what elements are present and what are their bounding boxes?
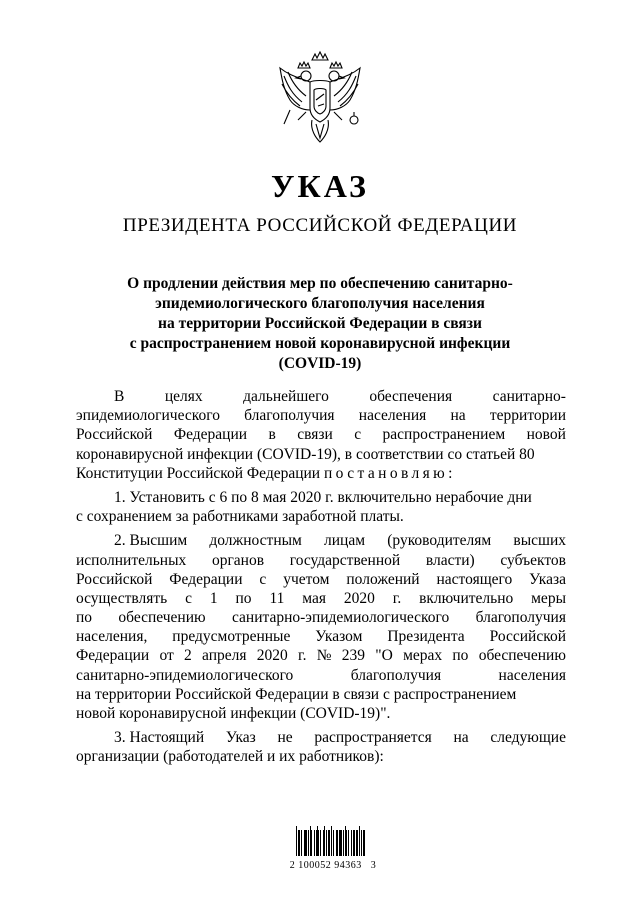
barcode-bar — [348, 830, 349, 856]
barcode-bar — [317, 826, 318, 856]
colon: : — [448, 464, 453, 482]
word: населения, — [76, 628, 148, 646]
barcode-bar — [308, 830, 309, 856]
word: по — [76, 609, 93, 627]
word: апреля — [202, 647, 247, 665]
word: 2020 — [343, 589, 375, 607]
word: эпидемиологического — [76, 407, 220, 425]
word: Указа — [529, 570, 566, 588]
word: новой — [526, 426, 566, 444]
barcode-bar — [351, 830, 352, 856]
word: осуществлять — [76, 589, 168, 607]
item-2-line — [76, 666, 566, 685]
barcode-bar — [346, 830, 347, 856]
barcode-bar — [331, 826, 332, 856]
item-2-line: новой коронавирусной инфекции (COVID-19)". — [76, 705, 391, 722]
word: населения — [358, 407, 427, 425]
barcode-bar — [336, 830, 337, 856]
word: с — [259, 570, 267, 588]
item-2-line — [76, 608, 566, 627]
barcode-bar — [340, 830, 341, 856]
word: благополучия — [350, 666, 442, 684]
word: благополучия — [244, 407, 335, 425]
item-2-line: на территории Российской Федерации в связи с распространением — [76, 685, 517, 703]
postanovlyayu-word: постановляю — [323, 464, 449, 482]
word: 2 — [184, 647, 192, 665]
barcode-bar — [326, 830, 327, 856]
word: 1 — [209, 589, 218, 607]
barcode-bar — [299, 830, 300, 856]
barcode-bar — [363, 830, 364, 856]
word: 2. Высшим — [114, 532, 188, 550]
word: включительно — [419, 589, 514, 607]
barcode-bar — [311, 830, 312, 856]
preamble-line — [76, 425, 566, 444]
heading-line: на территории Российской Федерации в связи — [158, 315, 482, 332]
item-2-line — [76, 570, 566, 589]
preamble-line — [76, 464, 566, 483]
barcode-bar — [320, 830, 321, 856]
word: 2020 — [256, 647, 288, 665]
word: по — [452, 647, 469, 665]
word: власти) — [425, 551, 475, 569]
word: от — [159, 647, 174, 665]
barcode-bar — [339, 830, 340, 856]
word: государственной — [289, 551, 401, 569]
word: лицам — [324, 532, 366, 550]
word: настоящего — [436, 570, 513, 588]
barcode-bar — [305, 830, 306, 856]
word: распространяется — [314, 729, 432, 747]
item-2-line — [76, 646, 566, 665]
word: Российской — [76, 426, 153, 444]
word: Российской — [76, 570, 153, 588]
heading-line: с распространением новой коронавирусной инфекции — [129, 335, 511, 352]
preamble-line — [76, 406, 566, 425]
word: следующие — [490, 729, 566, 747]
word: мерах — [403, 647, 443, 665]
decree-heading — [70, 274, 570, 374]
word: высших — [513, 532, 566, 550]
barcode-bar — [298, 830, 299, 856]
decree-body — [76, 387, 566, 767]
word: целях — [164, 388, 203, 405]
word: санитарно- — [492, 388, 566, 405]
item-3-line — [76, 728, 566, 747]
word: Указ — [225, 729, 256, 747]
word: по — [235, 589, 252, 607]
word: Президента — [387, 628, 465, 646]
heading-line: эпидемиологического благополучия населения — [155, 295, 485, 312]
word: на — [450, 407, 466, 425]
barcode-bar — [304, 830, 305, 856]
word: (руководителям — [387, 532, 492, 550]
preamble-text: Конституции Российской Федерации — [76, 464, 321, 482]
word: г. — [392, 589, 402, 607]
word: 239 — [341, 647, 366, 665]
barcode-bar — [328, 830, 329, 856]
item-1-line: с сохранением за работниками заработной платы. — [76, 508, 404, 526]
item-2-line — [76, 531, 566, 550]
barcode-icon — [296, 822, 366, 858]
word: с — [185, 589, 193, 607]
barcode-bar — [314, 830, 315, 856]
barcode-bar — [329, 830, 330, 856]
barcode-bar — [333, 830, 334, 856]
word: связи — [297, 426, 333, 444]
word: 3. Настоящий — [114, 729, 205, 747]
barcode-bar — [318, 830, 319, 856]
item-3-line: организации (работодателей и их работников): — [76, 748, 384, 766]
word: населения — [498, 666, 566, 684]
barcode-bar — [345, 826, 346, 856]
barcode-bar — [306, 830, 307, 856]
word: распространением — [382, 426, 506, 444]
russian-coat-of-arms-icon — [276, 50, 364, 146]
heading-line: (COVID-19) — [278, 355, 362, 372]
word: положений — [346, 570, 420, 588]
word: мая — [302, 589, 326, 607]
preamble-line — [76, 387, 566, 406]
barcode-bar — [316, 830, 317, 856]
item-2-line — [76, 627, 566, 646]
word: предусмотренные — [172, 628, 291, 646]
document-title: УКАЗ — [271, 168, 369, 204]
word: обеспечению — [478, 647, 566, 665]
item-2-line — [76, 551, 566, 570]
word: благополучия — [475, 609, 566, 627]
barcode-bar — [341, 830, 342, 856]
barcode-bar — [353, 830, 354, 856]
word: Федерации — [169, 570, 243, 588]
barcode-number: 2 100052 94363 3 — [289, 860, 377, 871]
barcode-bar — [337, 830, 338, 856]
barcode-bar — [324, 826, 325, 856]
word: территории — [489, 407, 566, 425]
barcode-bar — [323, 830, 324, 856]
word: органов — [211, 551, 265, 569]
word: дальнейшего — [243, 388, 329, 405]
word: субъектов — [500, 551, 566, 569]
word: В — [114, 388, 125, 405]
word: Федерации — [173, 426, 248, 444]
barcode-bar — [354, 830, 355, 856]
word: 11 — [269, 589, 285, 607]
barcode-bar — [361, 830, 362, 856]
preamble-line: коронавирусной инфекции (COVID-19), в соответствии со статьей 80 — [76, 445, 535, 463]
item-1-line: 1. Установить с 6 по 8 мая 2020 г. включительно нерабочие дни — [114, 488, 532, 506]
word: обеспечения — [369, 388, 453, 405]
word: учетом — [283, 570, 330, 588]
barcode-bar — [359, 826, 360, 856]
barcode-bar — [310, 826, 311, 856]
word: не — [277, 729, 293, 747]
barcode-bar — [343, 830, 344, 856]
document-subtitle: ПРЕЗИДЕНТА РОССИЙСКОЙ ФЕДЕРАЦИИ — [122, 215, 518, 236]
barcode-bar — [296, 826, 297, 856]
barcode-bar — [357, 830, 358, 856]
word: "О — [375, 647, 393, 665]
word: обеспечению — [118, 609, 206, 627]
barcode-bar — [356, 830, 357, 856]
word: санитарно-эпидемиологического — [76, 666, 294, 684]
word: должностным — [209, 532, 302, 550]
word: в — [268, 426, 276, 444]
heading-line: О продлении действия мер по обеспечению санитарно- — [127, 275, 513, 292]
word: Российской — [489, 628, 566, 646]
word: меры — [531, 589, 566, 607]
word: исполнительных — [76, 551, 187, 569]
barcode-bar — [364, 830, 365, 856]
word: санитарно-эпидемиологического — [231, 609, 450, 627]
word: № — [316, 647, 332, 665]
word: Федерации — [76, 647, 150, 665]
word: с — [354, 426, 362, 444]
item-2-line — [76, 589, 566, 608]
word: на — [453, 729, 469, 747]
word: Указом — [315, 628, 363, 646]
barcode-bar — [301, 830, 302, 856]
word: г. — [298, 647, 307, 665]
